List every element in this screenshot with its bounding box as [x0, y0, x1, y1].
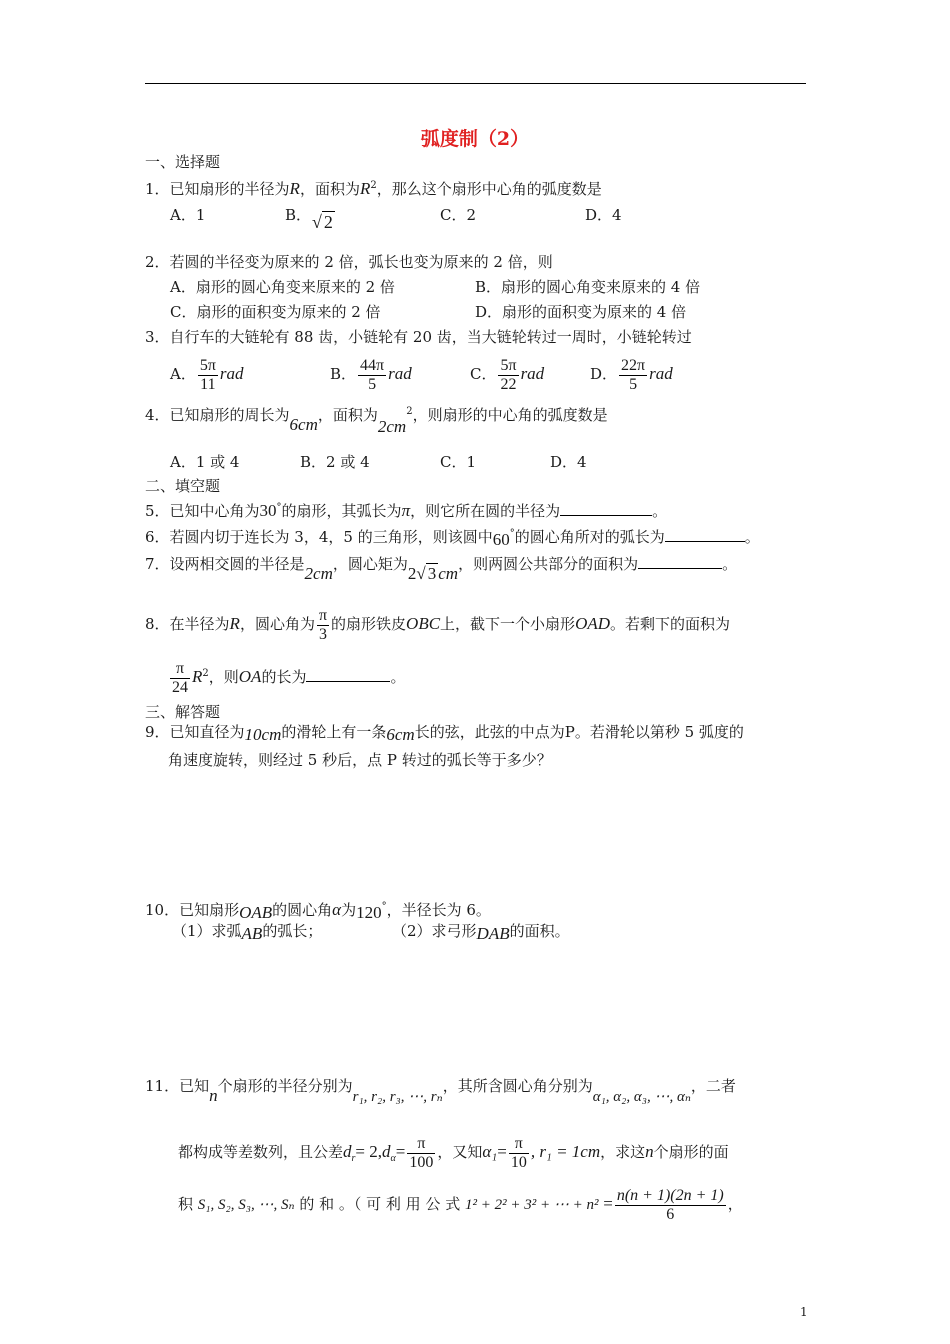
question-5: 5．已知中心角为30°的扇形，其弧长为π，则它所在圆的半径为 。	[145, 501, 668, 520]
question-2-option-d: D．扇形的面积变为原来的 4 倍	[475, 303, 687, 321]
question-9-line-1: 9．已知直径为10cm的滑轮上有一条6cm长的弦，此弦的中点为P。若滑轮以第秒 5 弧度的	[145, 723, 744, 744]
question-4-option-c: C．1	[440, 453, 477, 471]
section-heading-choice: 一、选择题	[145, 153, 221, 171]
question-2-option-c: C．扇形的面积变为原来的 2 倍	[170, 303, 381, 321]
question-3-option-c: C． $\frac{5\pi}{22}$ rad	[470, 356, 545, 393]
question-4-option-d: D．4	[550, 453, 587, 471]
section-heading-fill: 二、填空题	[145, 477, 221, 495]
question-3-option-d: D． $\frac{22\pi}{5}$ rad	[590, 356, 673, 393]
question-7: 7．设两相交圆的半径是2cm，圆心矩为2√ 3 cm，则两圆公共部分的面积为 。	[145, 555, 738, 583]
question-1-option-a: A．1	[170, 206, 206, 224]
question-1-option-d: D．4	[585, 206, 622, 224]
answer-blank[interactable]	[638, 554, 722, 569]
question-1-stem: 1．已知扇形的半径为R，面积为$R^2$，那么这个扇形中心角的弧度数是	[145, 179, 602, 198]
question-11-line-3: 积 S₁, S₂, S₃, ⋯, Sₙ 的 和 。（ 可 利 用 公 式 1² + 2² + 3² + ⋯ + n² = $\frac{n(n + 1)(2n + 1)}{6}$ ，	[178, 1186, 743, 1223]
question-11-line-2: 都构成等差数列，且公差$d_r= 2,d_\alpha=$ $\frac{\pi}{100}$ ，又知α₁= $\frac{\pi}{10}$ , r₁ = 1cm，求这n个扇形的面	[178, 1134, 729, 1171]
question-8-line-1: 8．在半径为R，圆心角为 $\frac{\pi}{3}$ 的扇形铁皮OBC上，截下一个小扇形OAD。若剩下的面积为	[145, 606, 731, 643]
question-2-stem: 2．若圆的半径变为原来的 2 倍，弧长也变为原来的 2 倍，则	[145, 253, 553, 271]
question-3-stem: 3．自行车的大链轮有 88 齿，小链轮有 20 齿，当大链轮转过一周时，小链轮转过	[145, 328, 692, 346]
question-1-option-c: C．2	[440, 206, 477, 224]
question-11-line-1: 11．已知n个扇形的半径分别为r₁, r₂, r₃, ⋯, rₙ，其所含圆心角分别为α₁, α₂, α₃, ⋯, αₙ，二者	[145, 1077, 736, 1105]
question-8-line-2: $\frac{\pi}{24}$ $R^2$，则OA的长为 。	[172, 659, 406, 696]
page-title: 弧度制（2）	[420, 128, 530, 150]
question-2-option-a: A．扇形的圆心角变来原来的 2 倍	[170, 278, 395, 296]
question-6: 6．若圆内切于连长为 3，4，5 的三角形，则该圆中60°的圆心角所对的弧长为 。	[145, 528, 760, 549]
question-10-part-1: （1）求弧AB的弧长；	[172, 922, 323, 943]
answer-blank[interactable]	[665, 527, 745, 542]
question-4-option-a: A．1 或 4	[170, 453, 240, 471]
question-1-option-b: B．	[285, 206, 312, 224]
question-4-option-b: B．2 或 4	[300, 453, 370, 471]
question-9-line-2: 角速度旋转，则经过 5 秒后，点 P 转过的弧长等于多少？	[168, 751, 552, 769]
question-3-option-a: A． $\frac{5\pi}{11}$ rad	[170, 356, 244, 393]
sqrt-two: √ 2	[312, 212, 333, 232]
section-heading-solve: 三、解答题	[145, 703, 221, 721]
header-rule	[145, 83, 806, 84]
answer-blank[interactable]	[306, 667, 390, 682]
question-10-stem: 10．已知扇形OAB的圆心角α为120°，半径长为 6。	[145, 900, 491, 922]
question-10-part-2: （2）求弓形DAB的面积。	[392, 922, 570, 943]
answer-blank[interactable]	[560, 501, 652, 516]
question-3-option-b: B． $\frac{44\pi}{5}$ rad	[330, 356, 412, 393]
question-2-option-b: B．扇形的圆心角变来原来的 4 倍	[475, 278, 701, 296]
question-4-stem: 4．已知扇形的周长为6cm，面积为$2cm^2$，则扇形的中心角的弧度数是	[145, 406, 608, 436]
page-number: 1	[800, 1305, 808, 1319]
